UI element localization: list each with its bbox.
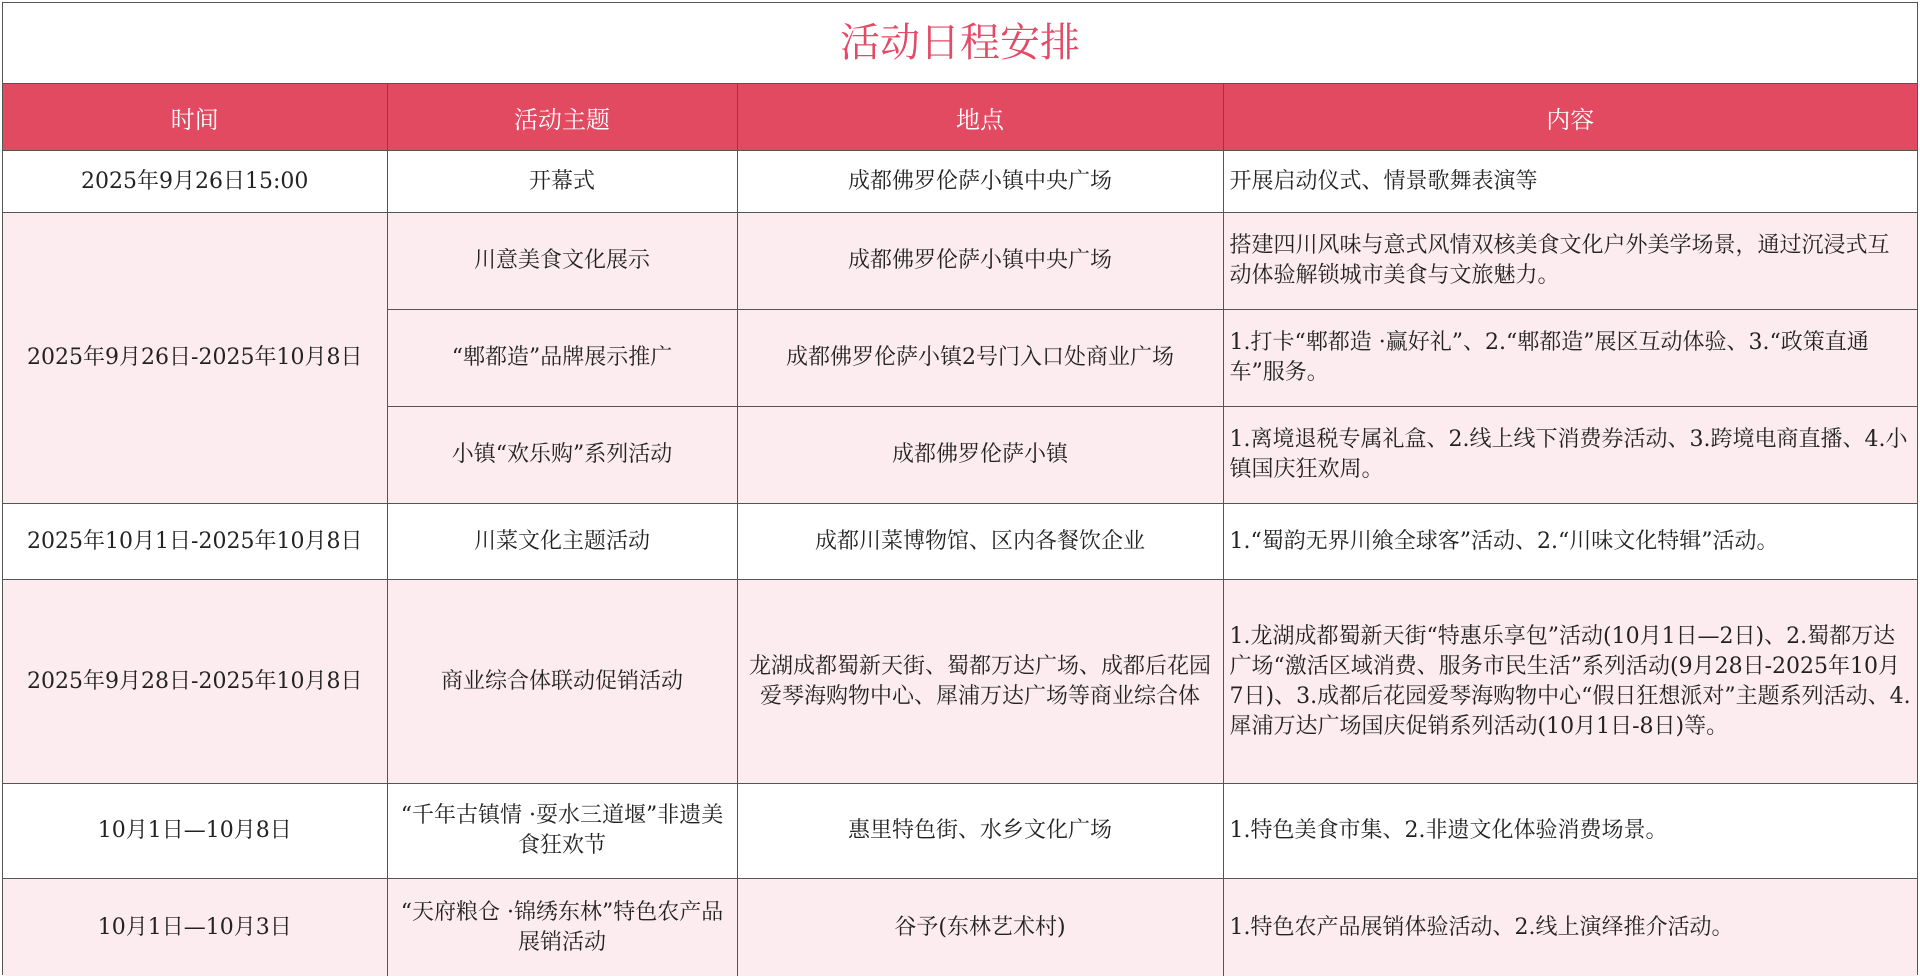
content-cell: 1.特色农产品展销体验活动、2.线上演绎推介活动。 bbox=[1223, 879, 1917, 977]
content-cell: 搭建四川风味与意式风情双核美食文化户外美学场景，通过沉浸式互动体验解锁城市美食与文旅魅力。 bbox=[1223, 213, 1917, 310]
time-cell: 10月1日—10月8日 bbox=[3, 784, 387, 879]
time-cell: 2025年10月1日-2025年10月8日 bbox=[3, 504, 387, 580]
location-cell: 谷予(东林艺术村) bbox=[737, 879, 1223, 977]
location-cell: 成都佛罗伦萨小镇中央广场 bbox=[737, 213, 1223, 310]
header-content: 内容 bbox=[1223, 84, 1917, 151]
header-theme: 活动主题 bbox=[387, 84, 737, 151]
location-cell: 成都佛罗伦萨小镇中央广场 bbox=[737, 151, 1223, 213]
theme-cell: 川菜文化主题活动 bbox=[387, 504, 737, 580]
content-cell: 1.特色美食市集、2.非遗文化体验消费场景。 bbox=[1223, 784, 1917, 879]
theme-cell: “千年古镇情 ·耍水三道堰”非遗美食狂欢节 bbox=[387, 784, 737, 879]
location-cell: 惠里特色街、水乡文化广场 bbox=[737, 784, 1223, 879]
theme-cell: 开幕式 bbox=[387, 151, 737, 213]
location-cell: 成都川菜博物馆、区内各餐饮企业 bbox=[737, 504, 1223, 580]
table-row bbox=[3, 879, 1917, 977]
theme-cell: 川意美食文化展示 bbox=[387, 213, 737, 310]
page-title: 活动日程安排 bbox=[3, 3, 1917, 84]
theme-cell: “天府粮仓 ·锦绣东林”特色农产品展销活动 bbox=[387, 879, 737, 977]
header-location: 地点 bbox=[737, 84, 1223, 151]
table-row bbox=[3, 784, 1917, 879]
schedule-document bbox=[2, 2, 1918, 975]
table-row bbox=[3, 504, 1917, 580]
table-row bbox=[3, 580, 1917, 784]
time-cell: 2025年9月28日-2025年10月8日 bbox=[3, 580, 387, 784]
header-time: 时间 bbox=[3, 84, 387, 151]
table-header-row bbox=[3, 84, 1917, 151]
location-cell: 龙湖成都蜀新天街、蜀都万达广场、成都后花园爱琴海购物中心、犀浦万达广场等商业综合体 bbox=[737, 580, 1223, 784]
location-cell: 成都佛罗伦萨小镇2号门入口处商业广场 bbox=[737, 310, 1223, 407]
location-cell: 成都佛罗伦萨小镇 bbox=[737, 407, 1223, 504]
theme-cell: 小镇“欢乐购”系列活动 bbox=[387, 407, 737, 504]
table-row bbox=[3, 213, 1917, 310]
theme-cell: 商业综合体联动促销活动 bbox=[387, 580, 737, 784]
content-cell: 1.打卡“郫都造 ·赢好礼”、2.“郫都造”展区互动体验、3.“政策直通车”服务。 bbox=[1223, 310, 1917, 407]
schedule-table bbox=[3, 84, 1917, 976]
time-cell: 10月1日—10月3日 bbox=[3, 879, 387, 977]
time-cell: 2025年9月26日15:00 bbox=[3, 151, 387, 213]
time-cell: 2025年9月26日-2025年10月8日 bbox=[3, 213, 387, 504]
content-cell: 1.龙湖成都蜀新天街“特惠乐享包”活动(10月1日—2日)、2.蜀都万达广场“激活区域消费、服务市民生活”系列活动(9月28日-2025年10月7日)、3.成都后花园爱琴海购物中心“假日狂想派对”主题系列活动、4.犀浦万达广场国庆促销系列活动(10月1日-8日)等。 bbox=[1223, 580, 1917, 784]
content-cell: 1.“蜀韵无界川飨全球客”活动、2.“川味文化特辑”活动。 bbox=[1223, 504, 1917, 580]
theme-cell: “郫都造”品牌展示推广 bbox=[387, 310, 737, 407]
content-cell: 1.离境退税专属礼盒、2.线上线下消费券活动、3.跨境电商直播、4.小镇国庆狂欢周。 bbox=[1223, 407, 1917, 504]
table-row bbox=[3, 151, 1917, 213]
content-cell: 开展启动仪式、情景歌舞表演等 bbox=[1223, 151, 1917, 213]
